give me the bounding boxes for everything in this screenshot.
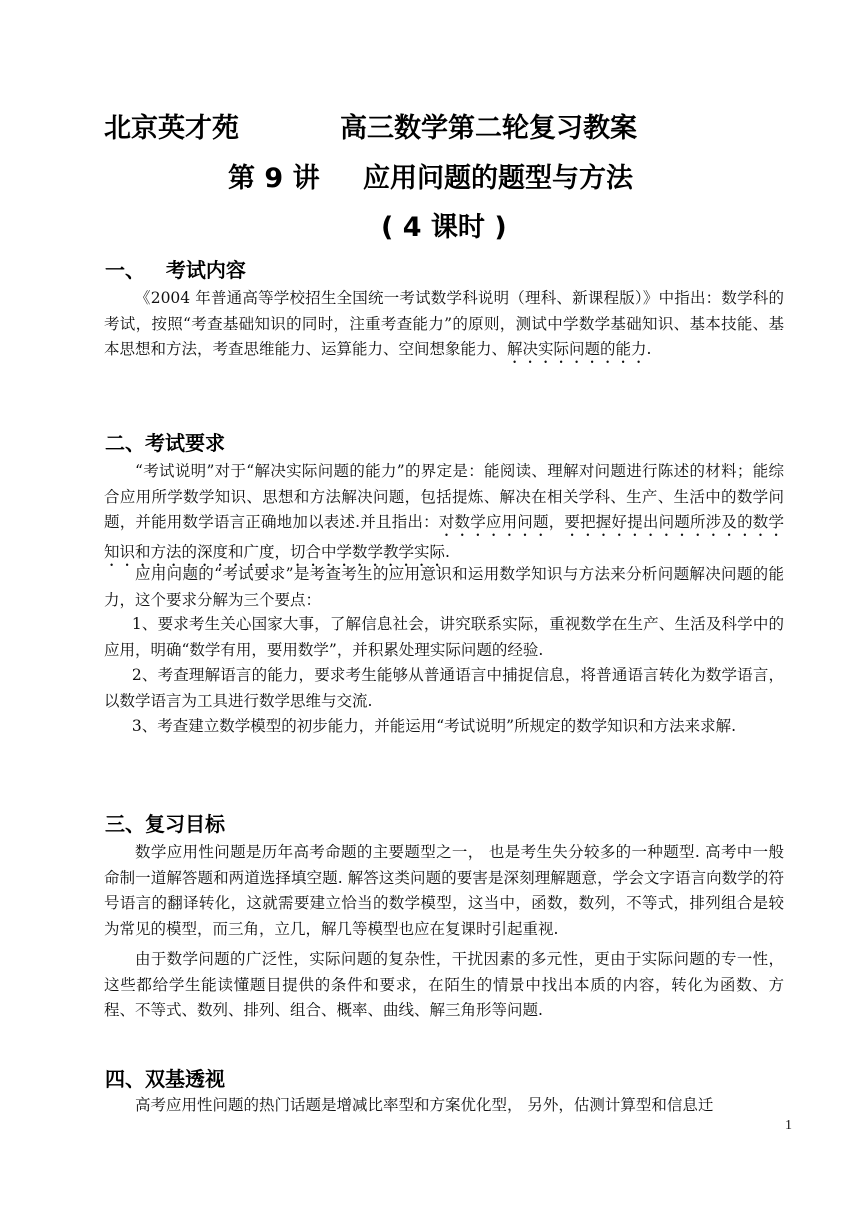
section-2-paragraph-1 <box>104 459 784 570</box>
section-heading-4: 四、双基透视 <box>105 1067 225 1091</box>
paragraph-text: . <box>646 340 652 358</box>
section-heading-1: 一、 考试内容 <box>105 258 246 282</box>
section-3-paragraph-1: 数学应用性问题是历年高考命题的主要题型之一， 也是考生失分较多的一种题型. 高考中一般命制一道解答题和两道选择填空题. 解答这类问题的要害是深刻理解题意，学会文字语言向数学的符号语言的翻译转化，这就需要建立恰当的数学模型，这当中，函数，数列，不等式，排列组合是较为常见的模型，而三角，立几，解几等模型也应在复课时引起重视. <box>104 843 784 938</box>
section-3-paragraph-2: 由于数学问题的广泛性，实际问题的复杂性，干扰因素的多元性，更由于实际问题的专一性，这些都给学生能读懂题目提供的条件和要求，在陌生的情景中找出本质的内容，转化为函数、方程、不等式、数列、排列、组合、概率、曲线、解三角形等问题. <box>104 950 784 1019</box>
emphasis-text: 对数学应用问题，要把握好提出问题所涉及的数学知识和方法的深度和广度，切合中学数学教学实际 <box>104 513 784 561</box>
section-2-point-3: 3、考查建立数学模型的初步能力，并能运用“考试说明”所规定的数学知识和方法来求解. <box>131 717 737 735</box>
paragraph-text: . <box>445 543 450 561</box>
section-2-point-1: 1、要求考生关心国家大事，了解信息社会，讲究联系实际，重视数学在生产、生活及科学中的应用，明确“数学有用，要用数学”，并积累处理实际问题的经验. <box>104 615 784 659</box>
section-4-paragraph-1: 高考应用性问题的热门话题是增减比率型和方案优化型， 另外，估测计算型和信息迁 <box>135 1096 714 1114</box>
section-2-point-2: 2、考查理解语言的能力，要求考生能够从普通语言中捕捉信息，将普通语言转化为数学语言，以数学语言为工具进行数学思维与交流. <box>104 666 784 710</box>
paragraph-text: 《2004 年普通高等学校招生全国统一考试数学科说明（理科、新课程版）》中指出：数学科的考试，按照“考查基础知识的同时，注重考查能力”的原则，测试中学数学基础知识、基本技能、基本思想和方法，考查思维能力、运算能力、空间想象能力、 <box>104 289 784 358</box>
section-heading-3: 三、复习目标 <box>105 812 225 836</box>
page-number: 1 <box>785 1118 792 1133</box>
emphasis-text: 解决实际问题的能力 <box>507 340 647 358</box>
section-heading-2: 二、考试要求 <box>105 431 225 455</box>
lecture-number: 第 9 讲 <box>228 163 320 194</box>
lecture-topic: 应用问题的题型与方法 <box>363 163 633 194</box>
paragraph-text: “考试说明”对于“解决实际问题的能力”的界定是：能阅读、理解对问题进行陈述的材料；能综合应用所学数学知识、思想和方法解决问题，包括提炼、解决在相关学科、生产、生活中的数学问题，并能用数学语言正确地加以表述.并且指出： <box>104 462 784 531</box>
section-2-paragraph-2: 应用问题的“考试要求”是考查考生的应用意识和运用数学知识与方法来分析问题解决问题的能力，这个要求分解为三个要点： <box>104 565 784 609</box>
header-school: 北京英才苑 <box>104 113 239 144</box>
lecture-hours: ( 4 课时 ) <box>381 212 507 243</box>
section-1-paragraph-1 <box>104 286 784 367</box>
header-course: 高三数学第二轮复习教案 <box>340 113 637 144</box>
